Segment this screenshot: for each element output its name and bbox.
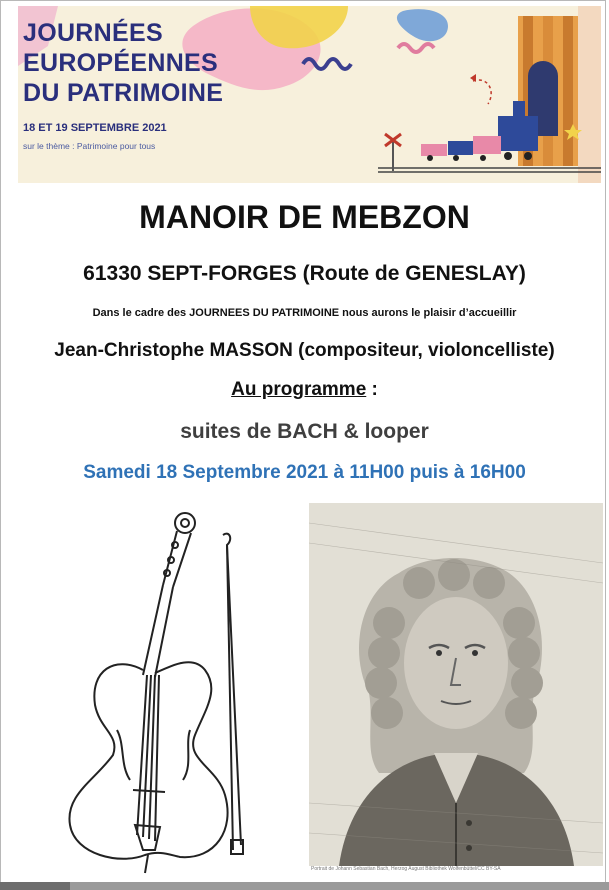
artist-name: Jean-Christophe MASSON (compositeur, violoncelliste) <box>54 340 555 361</box>
bottom-scrollbar[interactable] <box>0 882 609 890</box>
banner-title-line-3: DU PATRIMOINE <box>23 79 224 107</box>
cello-illustration <box>45 505 275 875</box>
banner-title <box>23 18 223 108</box>
banner-title-line-1: JOURNÉES <box>23 19 163 47</box>
venue-title: MANOIR DE MEBZON <box>139 199 470 235</box>
intro-text: Dans le cadre des JOURNEES DU PATRIMOINE nous aurons le plaisir d’accueillir <box>92 307 517 319</box>
banner-dates: 18 ET 19 SEPTEMBRE 2021 <box>23 122 167 134</box>
bach-portrait <box>309 503 603 866</box>
program-heading <box>0 379 609 401</box>
portrait-caption: Portrait de Johann Sebastian Bach, Herzog August Bibliothek Wolfenbüttel/CC BY-SA <box>311 866 501 872</box>
program-text: suites de BACH & looper <box>180 420 429 443</box>
venue-address: 61330 SEPT-FORGES (Route de GENESLAY) <box>83 262 526 285</box>
banner-theme: sur le thème : Patrimoine pour tous <box>23 141 156 151</box>
scrollbar-thumb[interactable] <box>0 882 70 890</box>
program-suffix: : <box>366 379 378 400</box>
program-label: Au programme <box>231 379 367 400</box>
banner-title-line-2: EUROPÉENNES <box>23 49 219 77</box>
heritage-days-banner <box>18 6 601 183</box>
schedule-text: Samedi 18 Septembre 2021 à 11H00 puis à 16H00 <box>83 462 526 483</box>
